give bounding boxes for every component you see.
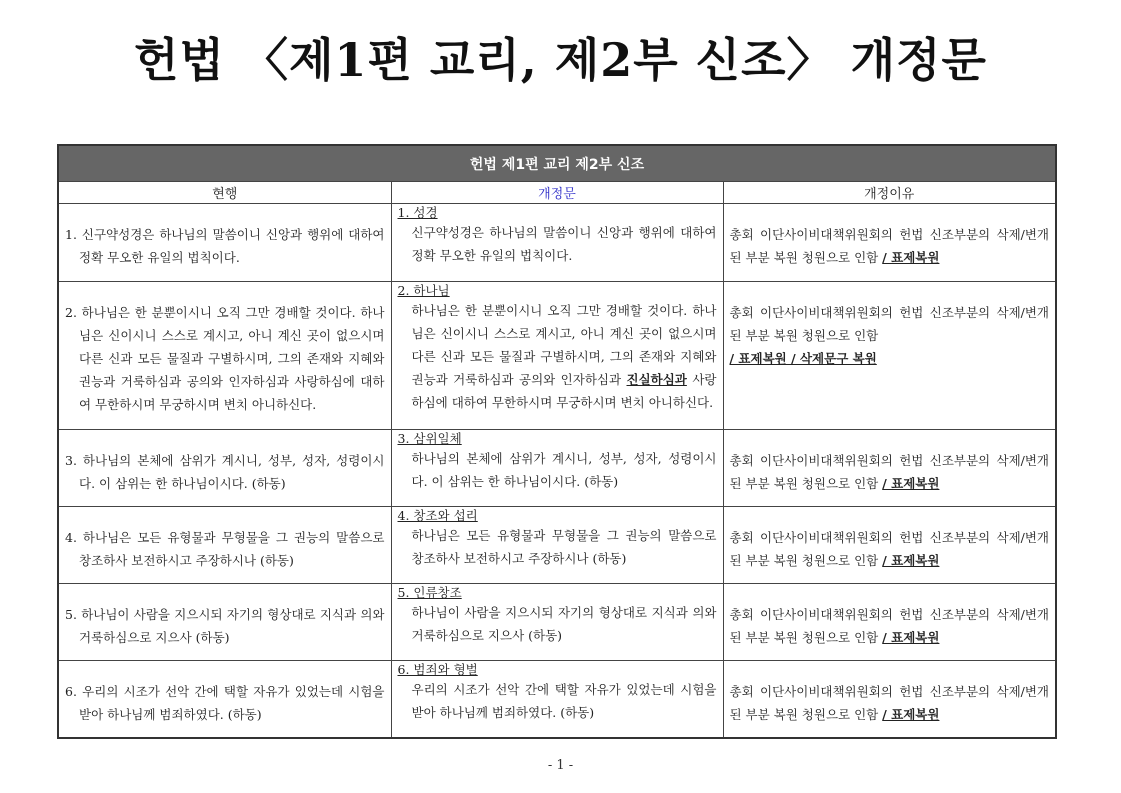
reason-tag: / 표제복원 [882,250,940,265]
revised-text-cell [391,507,723,584]
header-revised: 개정문 [391,182,723,204]
revised-text [398,299,717,414]
reason-cell [723,661,1056,738]
reason-text-wrap [730,449,1050,495]
table-row [58,584,1056,661]
reason-cell [723,204,1056,282]
reason-tag: / 표제복원 [882,630,940,645]
current-text: 2. 하나님은 한 분뿐이시니 오직 그만 경배할 것이다. 하나님은 신이시니 스스로 계시고, 아니 계신 곳이 없으시며 다른 신과 모든 물질과 구별하시며, 그의 존재와 지혜와 권능과 거룩하심과 공의와 인자하심과 사랑하심에 대하여 무한하시며 무궁하시며 변치 아니하신다. [65,305,385,412]
revised-text-part: 사랑하심에 대하여 무한하시며 무궁하시며 변치 아니하신다. [411,372,717,410]
current-text-cell [58,507,391,584]
revision-table [57,144,1057,739]
reason-text-wrap [730,680,1050,726]
current-text-cell [58,204,391,282]
table-caption-row [58,145,1056,182]
table-caption: 헌법 제1편 교리 제2부 신조 [58,145,1056,182]
reason-text: 총회 이단사이비대책위원회의 헌법 신조부분의 삭제/변개된 부분 복원 청원으로 인함 [729,530,1049,568]
article-heading: 5. 인류창조 [397,585,462,600]
reason-text-wrap [730,526,1050,572]
revised-text-cell [391,661,723,738]
reason-text: 총회 이단사이비대책위원회의 헌법 신조부분의 삭제/변개된 부분 복원 청원으로 인함 [729,684,1049,722]
revised-text: 하나님의 본체에 삼위가 계시니, 성부, 성자, 성령이시다. 이 삼위는 한 하나님이시다. (하동) [411,451,717,489]
table-row [58,282,1056,430]
reason-cell [723,282,1056,430]
table-row [58,430,1056,507]
reason-text-wrap [730,223,1050,269]
article-heading: 2. 하나님 [397,283,450,298]
reason-text: 총회 이단사이비대책위원회의 헌법 신조부분의 삭제/변개된 부분 복원 청원으로 인함 [729,607,1049,645]
current-text: 5. 하나님이 사람을 지으시되 자기의 형상대로 지식과 의와 거룩하심으로 지으사 (하동) [65,607,385,645]
table-header-row [58,182,1056,204]
current-text: 3. 하나님의 본체에 삼위가 계시니, 성부, 성자, 성령이시다. 이 삼위는 한 하나님이시다. (하동) [65,453,385,491]
reason-text: 총회 이단사이비대책위원회의 헌법 신조부분의 삭제/변개된 부분 복원 청원으로 인함 [729,453,1049,491]
header-reason: 개정이유 [723,182,1056,204]
article-heading: 4. 창조와 섭리 [397,508,478,523]
header-current: 현행 [58,182,391,204]
revised-text-cell [391,584,723,661]
table-row [58,507,1056,584]
revised-text: 신구약성경은 하나님의 말씀이니 신앙과 행위에 대하여 정확 무오한 유일의 법칙이다. [411,225,717,263]
revised-text-cell [391,204,723,282]
page-number: - 1 - [547,758,574,773]
article-heading: 1. 성경 [397,205,438,220]
restored-phrase: 진실하심과 [626,372,687,387]
revised-text-part: 하나님은 한 분뿐이시니 오직 그만 경배할 것이다. 하나님은 신이시니 스스로 계시고, 아니 계신 곳이 없으시며 다른 신과 모든 물질과 구별하시며, 그의 존재와 지혜와 권능과 거룩하심과 공의와 인자하심과 [411,303,717,387]
revised-text: 하나님은 모든 유형물과 무형물을 그 권능의 말씀으로 창조하사 보전하시고 주장하시나 (하동) [411,528,717,566]
reason-tag: / 표제복원 [882,707,940,722]
current-text-cell [58,661,391,738]
document-title: 헌법 〈제1편 교리, 제2부 신조〉 개정문 [134,33,987,87]
reason-tag: / 표제복원 [882,476,940,491]
current-text: 6. 우리의 시조가 선악 간에 택할 자유가 있었는데 시험을 받아 하나님께 범죄하였다. (하동) [65,684,385,722]
reason-cell [723,507,1056,584]
reason-cell [723,584,1056,661]
revised-text-cell [391,430,723,507]
current-text: 4. 하나님은 모든 유형물과 무형물을 그 권능의 말씀으로 창조하사 보전하시고 주장하시나 (하동) [65,530,385,568]
revised-text: 하나님이 사람을 지으시되 자기의 형상대로 지식과 의와 거룩하심으로 지으사 (하동) [411,605,717,643]
current-text-cell [58,430,391,507]
reason-text: 총회 이단사이비대책위원회의 헌법 신조부분의 삭제/변개된 부분 복원 청원으로 인함 [729,227,1049,265]
current-text-cell [58,282,391,430]
article-heading: 6. 범죄와 형벌 [397,662,478,677]
reason-tag: / 표제복원 / 삭제문구 복원 [729,351,877,366]
reason-cell [723,430,1056,507]
table-row [58,204,1056,282]
article-heading: 3. 삼위일체 [397,431,462,446]
reason-text: 총회 이단사이비대책위원회의 헌법 신조부분의 삭제/변개된 부분 복원 청원으로 인함 [729,305,1049,343]
current-text: 1. 신구약성경은 하나님의 말씀이니 신앙과 행위에 대하여 정확 무오한 유일의 법칙이다. [65,227,385,265]
table-row [58,661,1056,738]
reason-text-wrap [730,603,1050,649]
current-text-cell [58,584,391,661]
revised-text: 우리의 시조가 선악 간에 택할 자유가 있었는데 시험을 받아 하나님께 범죄하였다. (하동) [411,682,717,720]
revised-text-cell [391,282,723,430]
reason-tag: / 표제복원 [882,553,940,568]
